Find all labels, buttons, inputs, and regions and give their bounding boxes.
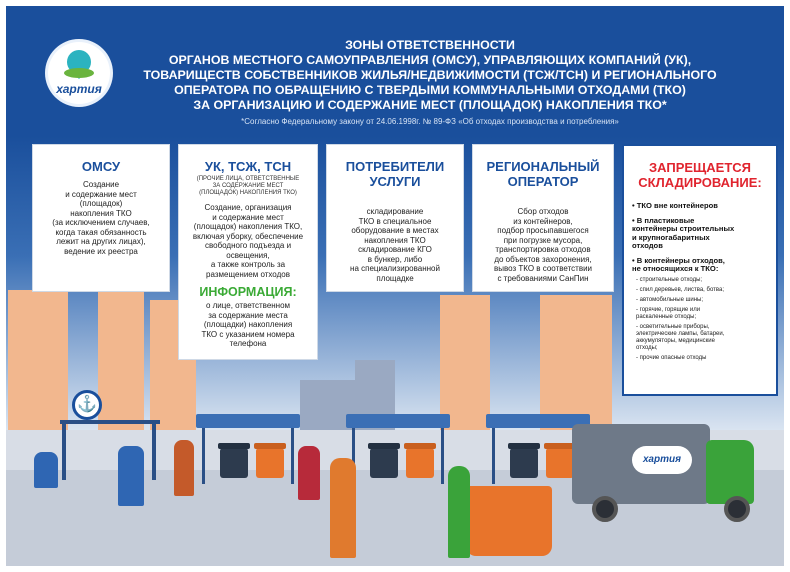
resident-figure <box>298 446 320 500</box>
column-text: складирование ТКО в специальное оборудование в местах накопления ТКО складирование КГО в бункер, либо на специализированной площадке <box>350 207 440 283</box>
column-text: Создание и содержание мест (площадок) накопления ТКО (за исключением случаев, когда такая обязанность лежит на других лицах), ведение их реестра <box>52 180 150 256</box>
worker-figure <box>118 446 144 506</box>
column-uk <box>178 144 318 360</box>
bulky-waste-bunker <box>466 486 552 556</box>
truck-logo: хартия <box>632 446 692 474</box>
waste-shelter <box>346 414 450 484</box>
worker-figure <box>34 452 58 488</box>
title-line: ОПЕРАТОРА ПО ОБРАЩЕНИЮ С ТВЕРДЫМИ КОММУНАЛЬНЫМИ ОТХОДАМИ (ТКО) <box>174 83 686 97</box>
crane-hook-sign: ⚓ <box>72 390 102 420</box>
column-consumers <box>326 144 464 292</box>
shelter-roof <box>196 414 300 428</box>
column-text: Создание, организация и содержание мест (площадок) накопления ТКО, включая уборку, обеспечение свободного подъезда и освещения, а также контроль за размещением отходов <box>192 203 304 279</box>
forbidden-item: • ТКО вне контейнеров <box>632 201 718 210</box>
column-subheading: (ПРОЧИЕ ЛИЦА, ОТВЕТСТВЕННЫЕ ЗА СОДЕРЖАНИЕ МЕСТ (ПЛОЩАДОК) НАКОПЛЕНИЯ ТКО) <box>196 176 300 196</box>
forbidden-item: • В контейнеры отходов, не относящихся к ТКО: <box>632 255 725 273</box>
shelter-roof <box>346 414 450 428</box>
container-orange <box>546 448 574 478</box>
info-text: о лице, ответственном за содержание места (площадки) накопления ТКО с указанием номера телефона <box>201 301 295 348</box>
title-line: ТОВАРИЩЕСТВ СОБСТВЕННИКОВ ЖИЛЬЯ/НЕДВИЖИМОСТИ (ТСЖ/ТСН) И РЕГИОНАЛЬНОГО <box>143 68 717 82</box>
apartment-building <box>8 290 68 440</box>
shelter-post <box>291 428 294 484</box>
info-heading: ИНФОРМАЦИЯ: <box>199 285 297 299</box>
title-line: ЗА ОРГАНИЗАЦИЮ И СОДЕРЖАНИЕ МЕСТ (ПЛОЩАДОК) НАКОПЛЕНИЯ ТКО* <box>193 98 667 112</box>
apartment-building <box>98 285 144 440</box>
title-line: ЗОНЫ ОТВЕТСТВЕННОСТИ <box>345 38 515 52</box>
resident-figure <box>330 458 356 558</box>
waste-shelter <box>196 414 300 484</box>
container-dark <box>510 448 538 478</box>
shelter-post <box>202 428 205 484</box>
forbidden-subitem: - спил деревьев, листва, ботва; <box>636 286 725 293</box>
forbidden-subitem: - горячие, горящие или раскаленные отходы; <box>636 306 701 320</box>
column-heading: УК, ТСЖ, ТСН <box>204 159 292 174</box>
forbidden-heading: ЗАПРЕЩАЕТСЯ СКЛАДИРОВАНИЕ: <box>638 160 762 190</box>
forbidden-subitem: - прочие опасные отходы <box>636 354 707 361</box>
column-heading: ОМСУ <box>81 159 121 174</box>
column-omsu <box>32 144 170 292</box>
truck-wheel <box>592 496 618 522</box>
shelter-post <box>441 428 444 484</box>
container-dark <box>370 448 398 478</box>
construction-post <box>62 420 66 480</box>
title-line: ОРГАНОВ МЕСТНОГО САМОУПРАВЛЕНИЯ (ОМСУ), УПРАВЛЯЮЩИХ КОМПАНИЙ (УК), <box>168 53 692 67</box>
truck-wheel <box>724 496 750 522</box>
construction-frame <box>60 420 160 424</box>
operator-worker-figure <box>448 466 470 558</box>
company-logo <box>48 42 110 104</box>
leaf-icon <box>64 68 94 78</box>
janitor-figure <box>174 440 194 496</box>
forbidden-subitem: - автомобильные шины; <box>636 296 704 303</box>
law-footnote: *Согласно Федеральному закону от 24.06.1998г. № 89-ФЗ «Об отходах производства и потребления» <box>241 117 619 126</box>
page-title <box>120 38 740 113</box>
column-heading: РЕГИОНАЛЬНЫЙ ОПЕРАТОР <box>486 159 600 189</box>
garbage-truck-cab <box>706 440 754 504</box>
forbidden-subitem: - строительные отходы; <box>636 276 703 283</box>
column-forbidden <box>622 144 778 396</box>
shelter-post <box>492 428 495 484</box>
column-operator <box>472 144 614 292</box>
column-text: Сбор отходов из контейнеров, подбор просыпавшегося при погрузке мусора, транспортировка отходов до объектов захоронения, вывоз ТКО в соответствии с требованиями СанПин <box>493 207 593 283</box>
container-dark <box>220 448 248 478</box>
forbidden-subitem: - осветительные приборы, электрические лампы, батареи, аккумуляторы, медицинские отходы; <box>636 323 725 351</box>
container-orange <box>256 448 284 478</box>
forbidden-item: • В пластиковые контейнеры строительных и крупногабаритных отходов <box>632 215 735 250</box>
construction-post <box>152 420 156 480</box>
column-heading: ПОТРЕБИТЕЛИ УСЛУГИ <box>345 159 445 189</box>
logo-text: хартия <box>56 82 102 96</box>
container-orange <box>406 448 434 478</box>
garbage-truck-body <box>572 424 710 504</box>
